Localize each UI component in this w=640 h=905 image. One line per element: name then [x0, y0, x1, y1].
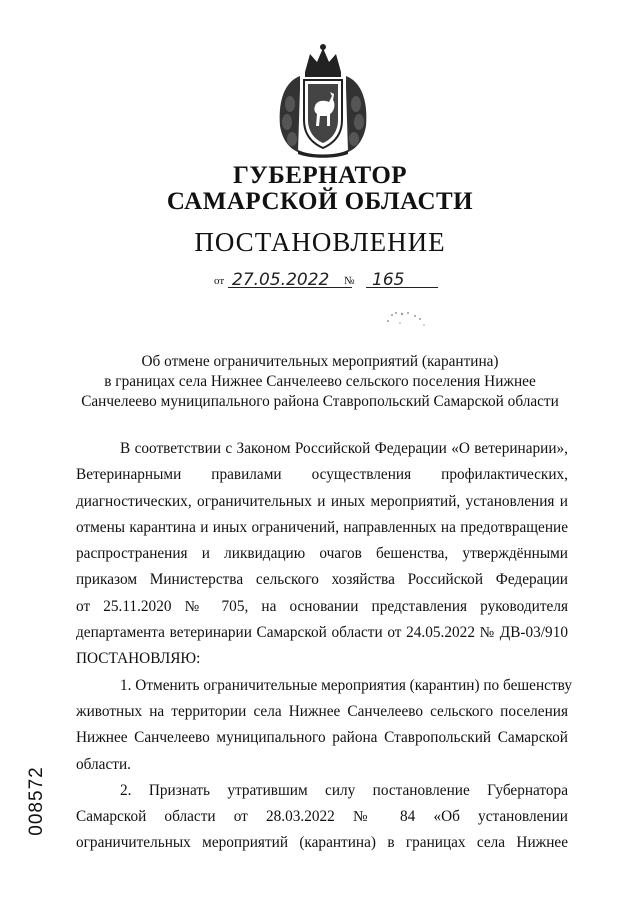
- document-number: 165: [372, 270, 405, 290]
- document-type: ПОСТАНОВЛЕНИЕ: [194, 227, 446, 257]
- decree-word: ПОСТАНОВЛЯЮ:: [76, 650, 201, 668]
- item-2-line: Самарской области от 28.03.2022 № 84 «Об установлении: [76, 808, 568, 826]
- item-2-line: 2. Признать утратившим силу постановление Губернатора: [120, 781, 568, 799]
- item-2-line: ограничительных мероприятий (карантина) в границах села Нижнее: [76, 834, 568, 852]
- dateline: [214, 272, 434, 292]
- issuer-title-line2: САМАРСКОЙ ОБЛАСТИ: [166, 188, 474, 215]
- item-1-line: области.: [76, 755, 131, 773]
- text-line: департамента ветеринарии Самарской области от 24.05.2022 № ДВ-03/910: [76, 624, 568, 642]
- item-1-line: 1. Отменить ограничительные мероприятия (карантин) по бешенству: [120, 676, 572, 694]
- registration-number: [22, 766, 52, 836]
- title-line: Санчелеево муниципального района Ставропольский Самарской области: [81, 393, 559, 410]
- coat-of-arms-emblem: [270, 42, 376, 158]
- text-line: отмены карантина и иных ограничений, направленных на предотвращение: [76, 518, 568, 536]
- title-line: в границах села Нижнее Санчелеево сельского поселения Нижнее: [104, 373, 536, 390]
- number-underline: [366, 287, 438, 288]
- text-line: Ветеринарными правилами осуществления профилактических,: [76, 466, 568, 484]
- date-underline: [228, 287, 352, 288]
- document-title: [70, 352, 570, 412]
- date-from-label: от: [214, 275, 225, 287]
- item-1-line: Нижнее Санчелеево муниципального района Ставропольский Самарской: [76, 729, 568, 747]
- text-line: от 25.11.2020 № 705, на основании представления руководителя: [76, 597, 568, 615]
- text-line: распространения и ликвидацию очагов бешенства, утверждёнными: [76, 545, 568, 563]
- document-date: 27.05.2022: [232, 270, 330, 290]
- title-line: Об отмене ограничительных мероприятий (карантина): [141, 353, 499, 370]
- text-line: В соответствии с Законом Российской Федерации «О ветеринарии»,: [120, 440, 568, 457]
- text-line: приказом Министерства сельского хозяйства Российской Федерации: [76, 571, 568, 589]
- item-1-line: животных на территории села Нижнее Санчелеево сельского поселения: [76, 702, 568, 720]
- preamble-paragraph: [76, 436, 572, 857]
- registration-number-text: 008572: [26, 766, 47, 836]
- number-label: №: [344, 275, 355, 287]
- faint-stamp-mark: [382, 305, 430, 331]
- text-line: диагностических, ограничительных и иных мероприятий, установления и: [76, 492, 568, 510]
- issuer-title-line1: ГУБЕРНАТОР: [232, 162, 408, 189]
